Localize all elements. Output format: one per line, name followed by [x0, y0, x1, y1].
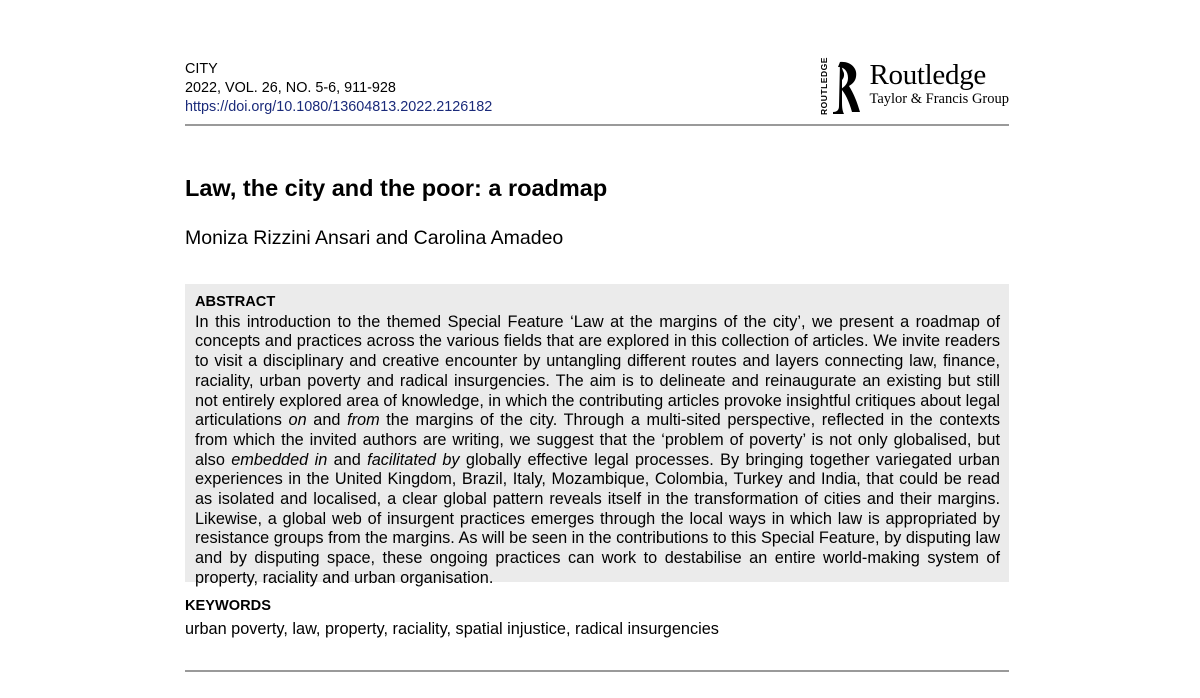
abstract-box — [185, 284, 1009, 587]
logo-brand: Routledge — [869, 59, 986, 91]
abstract-emphasis: from — [347, 411, 380, 430]
keywords-section — [185, 597, 1009, 640]
keywords-label: KEYWORDS — [185, 598, 271, 614]
abstract-text-part: the margins of the city. Through a multi-sited perspective, reflected in the contexts from which the invited authors are writing, we suggest that the ‘problem of poverty’ is not only globalised, but also — [195, 411, 1000, 469]
logo-wordmark — [869, 60, 1009, 107]
abstract-emphasis: embedded in — [231, 450, 328, 469]
abstract-text — [195, 313, 1000, 589]
header-divider — [185, 124, 1009, 126]
abstract-label: ABSTRACT — [195, 294, 276, 310]
publisher-logo — [819, 57, 1009, 115]
page-header — [185, 58, 1009, 124]
abstract-emphasis: facilitated by — [367, 450, 460, 469]
abstract-text-part: and — [327, 450, 368, 469]
abstract-text-part: globally effective legal processes. By bringing together variegated urban experiences in the United Kingdom, Brazil, Italy, Mozambique, Colombia, Turkey and India, that could be read as isolated and localised, a clear global pattern reveals itself in the transformation of cities and their margins. Likewise, a global web of insurgent practices emerges through the local ways in which law is appropriated by resistance groups from the margins. As will be seen in the contributions to this Special Feature, by disputing law and by disputing space, these ongoing practices can work to destabilise an entire world-making system of property, raciality and urban organisation. — [195, 450, 1000, 587]
article-authors: Moniza Rizzini Ansari and Carolina Amadeo — [185, 227, 564, 249]
logo-vertical-text: ROUTLEDGE — [819, 57, 830, 115]
article-first-page — [185, 58, 1009, 672]
abstract-text-part: and — [306, 411, 348, 430]
journal-name: CITY — [185, 61, 218, 77]
journal-citation: 2022, VOL. 26, NO. 5-6, 911-928 — [185, 80, 396, 96]
abstract-text-part: In this introduction to the themed Special Feature ‘Law at the margins of the city’, we present a roadmap of concepts and practices across the various fields that are explored in this collection of articles. We invite readers to visit a disciplinary and creative encounter by untangling different routes and layers connecting law, finance, raciality, urban poverty and radical insurgencies. The aim is to delineate and reinaugurate an existing but still not entirely explored area of knowledge, in which the contributing articles provoke insightful critiques about legal articulations — [195, 312, 1000, 430]
abstract-emphasis: on — [288, 411, 307, 430]
doi-link[interactable]: https://doi.org/10.1080/13604813.2022.2126182 — [185, 99, 493, 115]
footer-divider — [185, 670, 1009, 672]
article-title: Law, the city and the poor: a roadmap — [185, 175, 608, 201]
logo-group: Taylor & Francis Group — [869, 91, 1009, 107]
routledge-head-icon — [831, 60, 861, 114]
keywords-list: urban poverty, law, property, raciality, spatial injustice, radical insurgencies — [185, 619, 719, 638]
